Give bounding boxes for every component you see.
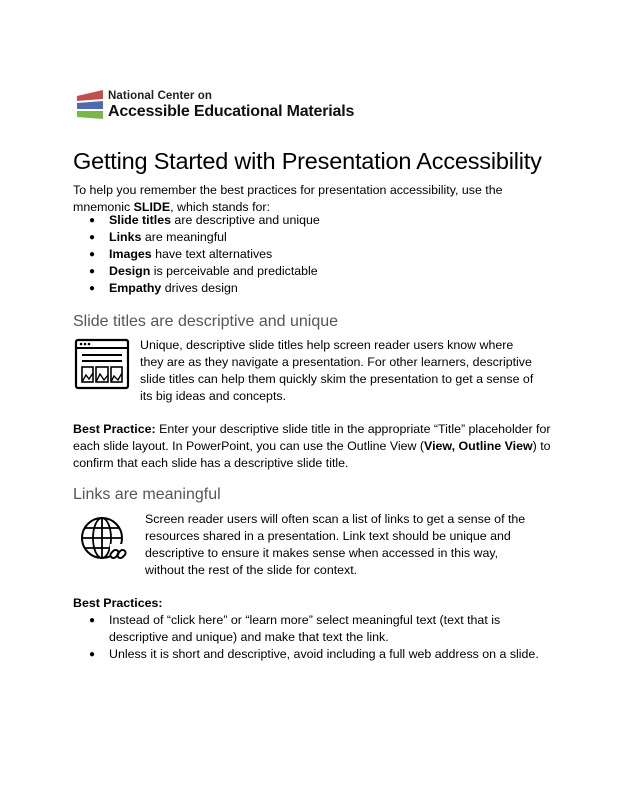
- logo-mark-icon: [77, 87, 103, 121]
- links-best-practices-list: [73, 612, 553, 663]
- best-practice-text2: ) to confirm that each slide has a descriptive slide title.: [73, 439, 551, 470]
- section-heading-links: Links are meaningful: [73, 486, 221, 503]
- list-item: [73, 212, 320, 229]
- list-item-text: is perceivable and predictable: [150, 264, 318, 278]
- list-item: [73, 246, 320, 263]
- list-item-text: have text alternatives: [151, 247, 273, 261]
- intro-text-after: , which stands for:: [170, 200, 270, 214]
- intro-text-before: To help you remember the best practices for presentation accessibility, use the mnemonic: [73, 183, 503, 214]
- slide-image-icon: [74, 338, 130, 390]
- list-item-text: are meaningful: [141, 230, 227, 244]
- links-description: Screen reader users will often scan a list of links to get a sense of the resources shared in a presentation. Link text should be unique and descriptive to ensure it makes sense when accessed in this way, without the rest of the slide for context.: [145, 512, 526, 577]
- list-item-bold: Slide titles: [109, 213, 171, 227]
- best-practice-label: Best Practice:: [73, 422, 156, 436]
- list-item-bold: Design: [109, 264, 151, 278]
- logo-line2: Accessible Educational Materials: [108, 103, 355, 120]
- logo: [77, 87, 397, 123]
- list-item: [73, 263, 320, 280]
- outline-view-command: View, Outline View: [424, 439, 533, 453]
- page-title: Getting Started with Presentation Accessibility: [73, 148, 542, 174]
- list-item-text: are descriptive and unique: [170, 213, 320, 227]
- slide-titles-best-practice: [73, 421, 553, 472]
- globe-link-icon: [80, 514, 130, 566]
- best-practices-label: Best Practices:: [73, 596, 163, 610]
- list-item-bold: Links: [109, 230, 142, 244]
- list-item: [73, 229, 320, 246]
- links-best-practices-heading: [73, 595, 163, 612]
- best-practice-text1: Enter your descriptive slide title in the appropriate “Title” placeholder for each slide layout. In PowerPoint, you can use the Outline View (: [73, 422, 551, 453]
- list-item-bold: Empathy: [109, 281, 162, 295]
- list-item-bold: Images: [109, 247, 152, 261]
- list-item: [73, 280, 320, 297]
- intro-paragraph: [73, 182, 543, 216]
- logo-line1: National Center on: [108, 90, 213, 102]
- list-item: ● Instead of “click here” or “learn more” select meaningful text (text that is descriptive and unique) and make that text the link.: [73, 612, 553, 646]
- section-heading-slide-titles: Slide titles are descriptive and unique: [73, 313, 339, 330]
- slide-titles-description: Unique, descriptive slide titles help screen reader users know where they are as they navigate a presentation. For other learners, descriptive slide titles can help them quickly skim the presentation to get a sense of its big ideas and concepts.: [140, 338, 534, 403]
- slide-mnemonic-list: [73, 212, 320, 297]
- list-item-text: drives design: [161, 281, 238, 295]
- intro-mnemonic: SLIDE: [133, 200, 171, 214]
- list-item: ● Unless it is short and descriptive, avoid including a full web address on a slide.: [73, 646, 553, 663]
